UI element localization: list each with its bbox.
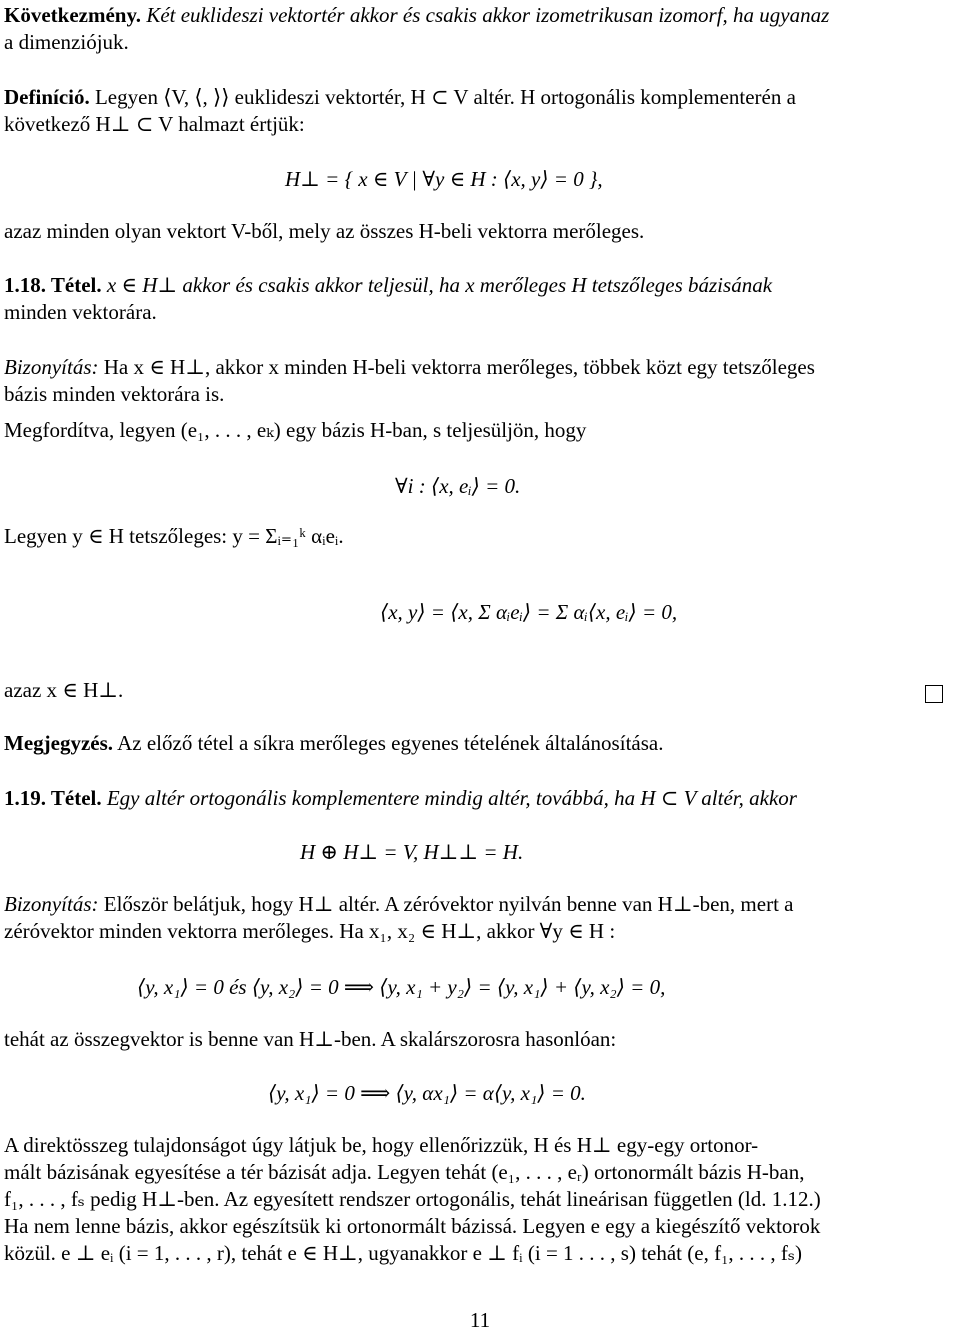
block-label: Következmény.: [4, 3, 142, 27]
text-line: [4, 3, 829, 27]
block-text: Megfordítva, legyen (e₁, . . . , eₖ) egy bázis H-ban, s teljesüljön, hogy: [4, 418, 587, 442]
block-label: Definíció.: [4, 85, 90, 109]
block-text: x ∈ H⊥ akkor és csakis akkor teljesül, ha x merőleges H tetszőleges bázisának: [101, 273, 773, 297]
text-line: [4, 1027, 616, 1051]
display-formula: [285, 165, 603, 193]
text-line: [4, 524, 344, 548]
text-line: [4, 1160, 804, 1184]
text-line: [4, 300, 157, 324]
block-text: ∀i : ⟨x, eᵢ⟩ = 0.: [395, 474, 521, 498]
text-line: [4, 731, 663, 755]
text-line: [4, 85, 796, 109]
block-text: Két euklideszi vektortér akkor és csakis akkor izometrikusan izomorf, ha ugyanaz: [141, 3, 830, 27]
display-formula: [268, 1079, 586, 1107]
block-text: tehát az összegvektor is benne van H⊥-ben. A skalárszorosra hasonlóan:: [4, 1027, 617, 1051]
block-label: Bizonyítás:: [4, 892, 99, 916]
block-text: ⟨y, x₁⟩ = 0 ⟹ ⟨y, αx₁⟩ = α⟨y, x₁⟩ = 0.: [268, 1081, 586, 1105]
block-text: a dimenziójuk.: [4, 30, 129, 54]
block-text: A direktösszeg tulajdonságot úgy látjuk be, hogy ellenőrizzük, H és H⊥ egy-egy ortonor-: [4, 1133, 759, 1157]
display-formula: [300, 838, 523, 866]
block-label: 1.18. Tétel.: [4, 273, 102, 297]
block-label: 1.19. Tétel.: [4, 786, 102, 810]
block-text: közül. e ⊥ eᵢ (i = 1, . . . , r), tehát e ∈ H⊥, ugyanakkor e ⊥ fᵢ (i = 1 . . . , s) tehát (e, f₁, . . . , fₛ): [4, 1241, 802, 1265]
block-text: Legyen ⟨V, ⟨, ⟩⟩ euklideszi vektortér, H ⊂ V altér. H ortogonális komplementerén a: [89, 85, 796, 109]
block-text: azaz x ∈ H⊥.: [4, 678, 124, 702]
text-line: [4, 382, 224, 406]
block-text: bázis minden vektorára is.: [4, 382, 225, 406]
block-text: minden vektorára.: [4, 300, 157, 324]
text-line: [4, 273, 772, 297]
text-line: [4, 30, 129, 54]
text-line: [4, 418, 586, 442]
display-formula: [380, 598, 677, 626]
block-text: H ⊕ H⊥ = V, H⊥⊥ = H.: [300, 840, 524, 864]
block-text: Egy altér ortogonális komplementere mindig altér, továbbá, ha H ⊂ V altér, akkor: [101, 786, 797, 810]
block-text: f₁, . . . , fₛ pedig H⊥-ben. Az egyesített rendszer ortogonális, tehát lineárisan független (ld. 1.12.): [4, 1187, 821, 1211]
block-text: Ha x ∈ H⊥, akkor x minden H-beli vektorra merőleges, többek közt egy tetszőleges: [98, 355, 815, 379]
display-formula: [395, 472, 520, 500]
block-label: Megjegyzés.: [4, 731, 114, 755]
block-text: Legyen y ∈ H tetszőleges: y = Σᵢ₌₁ᵏ αᵢeᵢ.: [4, 524, 344, 548]
text-line: [4, 919, 615, 943]
text-line: [4, 1214, 820, 1238]
block-text: azaz minden olyan vektort V-ből, mely az összes H-beli vektorra merőleges.: [4, 219, 645, 243]
page-number: 11: [469, 1308, 491, 1332]
qed-square: [925, 685, 943, 703]
text-line: [4, 678, 123, 702]
text-line: [4, 892, 793, 916]
block-text: ⟨x, y⟩ = ⟨x, Σ αᵢeᵢ⟩ = Σ αᵢ⟨x, eᵢ⟩ = 0,: [380, 600, 678, 624]
block-text: Az előző tétel a síkra merőleges egyenes tételének általánosítása.: [113, 731, 664, 755]
text-line: [4, 112, 305, 136]
block-text: Először belátjuk, hogy H⊥ altér. A zéróvektor nyilván benne van H⊥-ben, mert a: [98, 892, 794, 916]
text-line: [4, 786, 797, 810]
block-text: zéróvektor minden vektorra merőleges. Ha x₁, x₂ ∈ H⊥, akkor ∀y ∈ H :: [4, 919, 616, 943]
text-line: [4, 1133, 758, 1157]
text-line: [4, 219, 644, 243]
block-text: mált bázisának egyesítése a tér bázisát adja. Legyen tehát (e₁, . . . , eᵣ) ortonormált bázis H-ban,: [4, 1160, 805, 1184]
block-text: következő H⊥ ⊂ V halmazt értjük:: [4, 112, 305, 136]
text-line: [4, 1187, 821, 1211]
text-line: [4, 1241, 802, 1265]
block-text: ⟨y, x₁⟩ = 0 és ⟨y, x₂⟩ = 0 ⟹ ⟨y, x₁ + y₂⟩ = ⟨y, x₁⟩ + ⟨y, x₂⟩ = 0,: [137, 975, 666, 999]
display-formula: [137, 973, 665, 1001]
block-text: H⊥ = { x ∈ V | ∀y ∈ H : ⟨x, y⟩ = 0 },: [285, 167, 603, 191]
block-text: Ha nem lenne bázis, akkor egészítsük ki ortonormált bázissá. Legyen e egy a kiegészítő vektorok: [4, 1214, 821, 1238]
text-line: [4, 355, 815, 379]
block-label: Bizonyítás:: [4, 355, 99, 379]
